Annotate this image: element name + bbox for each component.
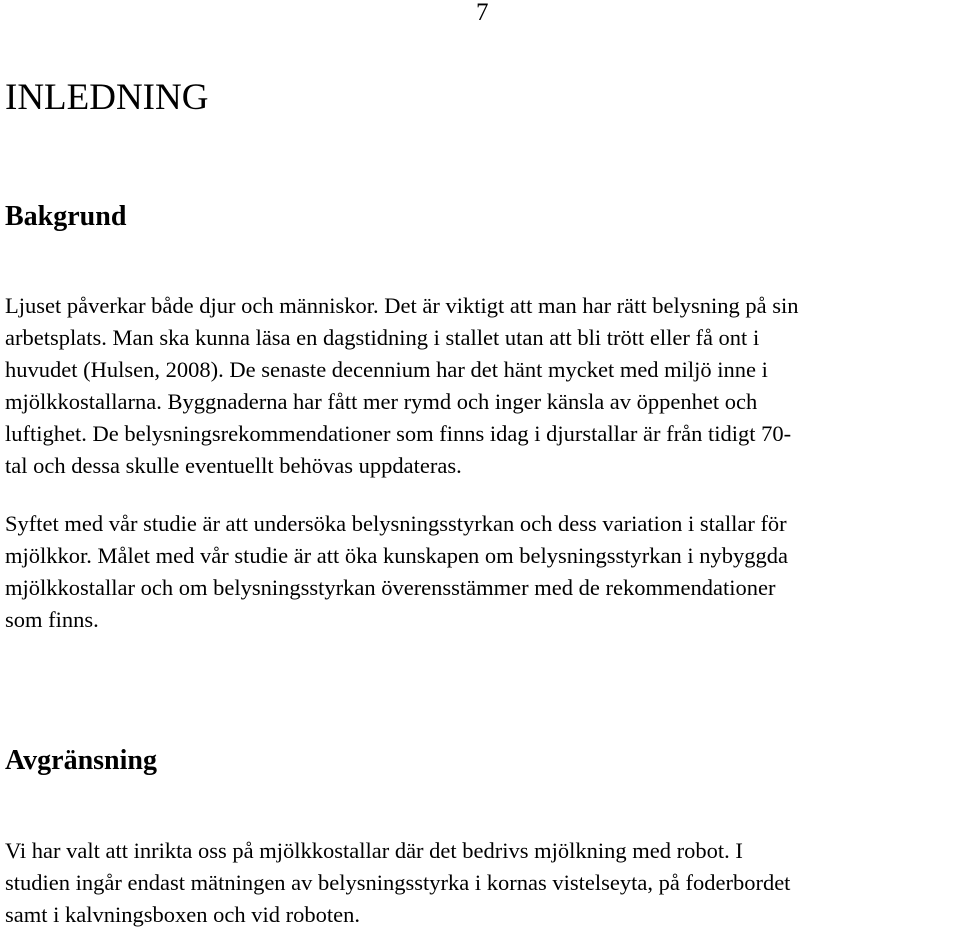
paragraph-background — [5, 290, 957, 482]
text-line: tal och dessa skulle eventuellt behövas uppdateras. — [5, 453, 462, 478]
section-heading-bakgrund: Bakgrund — [5, 201, 127, 232]
text-line: huvudet (Hulsen, 2008). De senaste decennium har det hänt mycket med miljö inne i — [5, 357, 768, 382]
text-line: studien ingår endast mätningen av belysningsstyrka i kornas vistelseyta, på foderbordet — [5, 870, 791, 895]
text-line: luftighet. De belysningsrekommendationer som finns idag i djurstallar är från tidigt 70- — [5, 421, 792, 446]
text-line: mjölkkor. Målet med vår studie är att öka kunskapen om belysningsstyrkan i nybyggda — [5, 543, 788, 568]
paragraph-purpose — [5, 508, 957, 636]
section-heading-avgransning: Avgränsning — [5, 745, 157, 776]
chapter-heading: INLEDNING — [5, 77, 209, 118]
text-line: Ljuset påverkar både djur och människor. Det är viktigt att man har rätt belysning på sin — [5, 293, 799, 318]
text-line: arbetsplats. Man ska kunna läsa en dagstidning i stallet utan att bli trött eller få ont i — [5, 325, 760, 350]
text-line: Vi har valt att inrikta oss på mjölkkostallar där det bedrivs mjölkning med robot. I — [5, 838, 743, 863]
text-line: som finns. — [5, 607, 99, 632]
paragraph-delimitation — [5, 835, 957, 931]
text-line: mjölkkostallar och om belysningsstyrkan överensstämmer med de rekommendationer — [5, 575, 776, 600]
page-number: 7 — [476, 0, 489, 26]
text-line: mjölkkostallarna. Byggnaderna har fått mer rymd och inger känsla av öppenhet och — [5, 389, 758, 414]
text-line: samt i kalvningsboxen och vid roboten. — [5, 902, 360, 927]
text-line: Syftet med vår studie är att undersöka belysningsstyrkan och dess variation i stallar för — [5, 511, 787, 536]
